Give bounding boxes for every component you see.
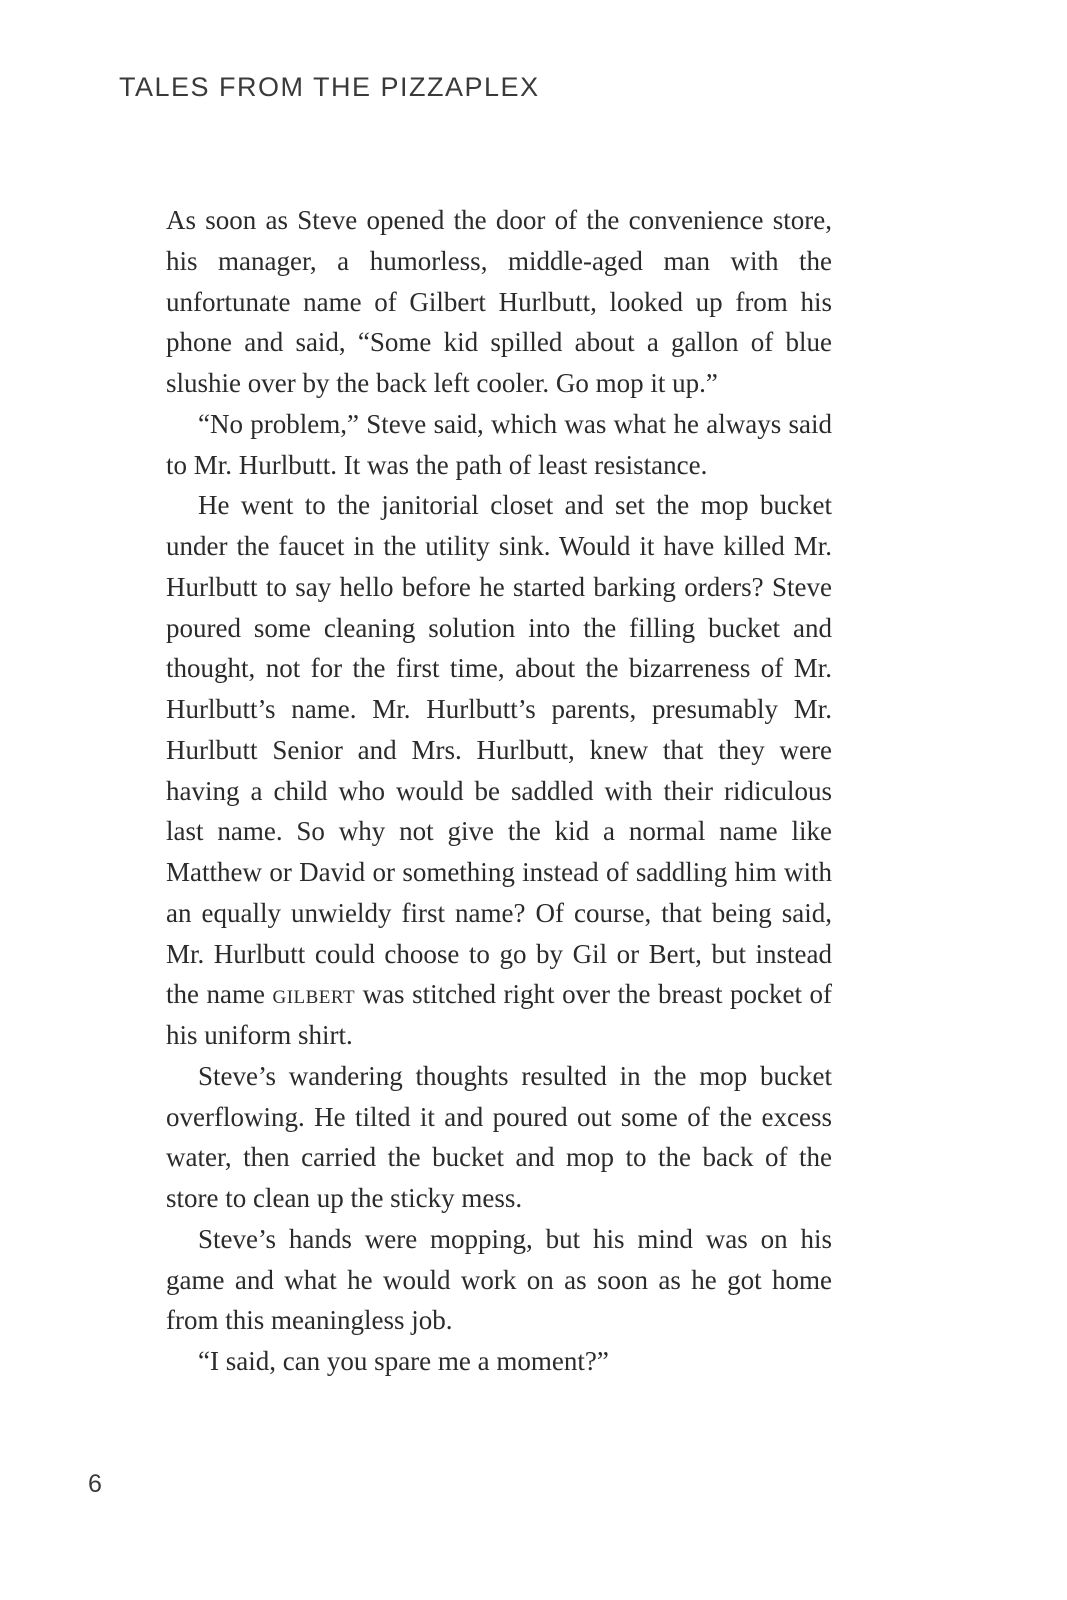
paragraph: “No problem,” Steve said, which was what he always said to Mr. Hurlbutt. It was the path of least resistance. [166, 408, 832, 480]
paragraph-text: He went to the janitorial closet and set the mop bucket under the faucet in the utility sink. Would it have killed Mr. Hurlbutt to say hello before he started barking orders? Steve poured some cleaning solution into the filling bucket and thought, not for the first time, about the bizarreness of Mr. Hurlbutt’s name. Mr. Hurlbutt’s parents, presumably Mr. Hurlbutt Senior and Mrs. Hurlbutt, knew that they were having a child who would be saddled with their ridiculous last name. So why not give the kid a normal name like Matthew or David or something instead of saddling him with an equally unwieldy first name? Of course, that being said, Mr. Hurlbutt could choose to go by Gil or Bert, but instead the name [166, 490, 832, 1010]
running-title: TALES FROM THE PIZZAPLEX [119, 72, 540, 102]
paragraph [166, 485, 832, 1056]
paragraph-text: was stitched right over the breast pocket of his uniform shirt. [166, 979, 832, 1050]
paragraph: Steve’s hands were mopping, but his mind was on his game and what he would work on as soon as he got home from this meaningless job. [166, 1223, 832, 1336]
page-number: 6 [88, 1470, 102, 1498]
paragraph: “I said, can you spare me a moment?” [198, 1346, 609, 1376]
paragraph: As soon as Steve opened the door of the convenience store, his manager, a humorless, middle-aged man with the unfortunate name of Gilbert Hurlbutt, looked up from his phone and said, “Some kid spilled about a gallon of blue slushie over by the back left cooler. Go mop it up.” [166, 205, 832, 398]
paragraph: Steve’s wandering thoughts resulted in the mop bucket overflowing. He tilted it and poured out some of the excess water, then carried the bucket and mop to the back of the store to clean up the sticky mess. [166, 1060, 832, 1213]
body-text [166, 200, 832, 1382]
small-caps-name: gilbert [272, 979, 356, 1010]
